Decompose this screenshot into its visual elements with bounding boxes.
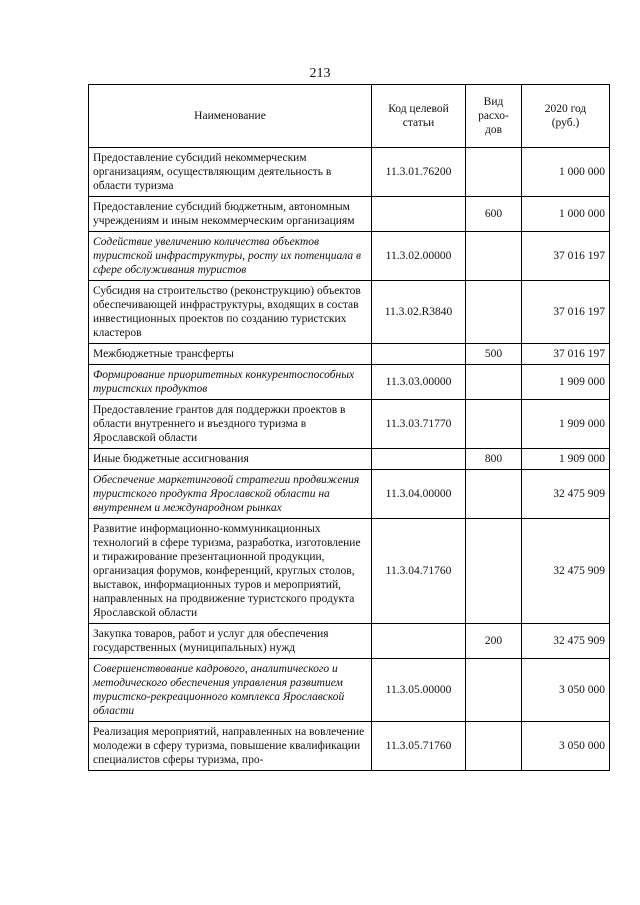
row-code: 11.3.04.71760 <box>372 519 466 624</box>
table-row <box>89 519 610 624</box>
row-code <box>372 197 466 232</box>
row-code: 11.3.02.00000 <box>372 232 466 281</box>
row-code: 11.3.03.71770 <box>372 400 466 449</box>
header-name: Наименование <box>89 85 372 148</box>
row-amount: 32 475 909 <box>522 470 610 519</box>
row-kind <box>466 281 522 344</box>
table-row <box>89 449 610 470</box>
header-amount-line1: 2020 год <box>544 103 587 115</box>
row-code: 11.3.05.71760 <box>372 722 466 771</box>
row-name: Межбюджетные трансферты <box>89 344 372 365</box>
row-kind <box>466 232 522 281</box>
row-kind: 200 <box>466 624 522 659</box>
row-name: Развитие информационно-коммуникационных технологий в сфере туризма, разработка, изготовление и тиражирование презентационной продукции, организация форумов, конференций, круглых столов, выставок, информационных туров и мероприятий, направленных на продвижение туристского продукта Ярославской области <box>89 519 372 624</box>
row-amount: 37 016 197 <box>522 344 610 365</box>
row-amount: 32 475 909 <box>522 624 610 659</box>
row-amount: 3 050 000 <box>522 722 610 771</box>
row-kind: 800 <box>466 449 522 470</box>
table-row <box>89 659 610 722</box>
row-name: Закупка товаров, работ и услуг для обеспечения государственных (муниципальных) нужд <box>89 624 372 659</box>
row-name: Реализация мероприятий, направленных на вовлечение молодежи в сферу туризма, повышение квалификации специалистов сферы туризма, про- <box>89 722 372 771</box>
row-kind <box>466 365 522 400</box>
row-code <box>372 344 466 365</box>
row-code: 11.3.03.00000 <box>372 365 466 400</box>
row-name: Содействие увеличению количества объектов туристской инфраструктуры, росту их потенциала в сфере обслуживания туристов <box>89 232 372 281</box>
table-row <box>89 722 610 771</box>
row-kind <box>466 659 522 722</box>
header-kind-line2: расхо- <box>478 110 509 122</box>
row-name: Предоставление грантов для поддержки проектов в области внутреннего и въездного туризма в Ярославской области <box>89 400 372 449</box>
row-name: Формирование приоритетных конкурентоспособных туристских продуктов <box>89 365 372 400</box>
table-row <box>89 281 610 344</box>
table-row <box>89 470 610 519</box>
row-kind <box>466 148 522 197</box>
page-number: 213 <box>309 66 331 81</box>
row-code: 11.3.05.00000 <box>372 659 466 722</box>
row-code: 11.3.02.R3840 <box>372 281 466 344</box>
table-row <box>89 232 610 281</box>
header-amount-line2: (руб.) <box>551 117 580 129</box>
header-code-line2: статьи <box>402 117 435 129</box>
row-name: Иные бюджетные ассигнования <box>89 449 372 470</box>
row-kind <box>466 470 522 519</box>
row-kind <box>466 519 522 624</box>
row-amount: 1 909 000 <box>522 449 610 470</box>
row-name: Предоставление субсидий некоммерческим организациям, осуществляющим деятельность в области туризма <box>89 148 372 197</box>
row-amount: 37 016 197 <box>522 281 610 344</box>
table-header-row <box>89 85 610 148</box>
row-amount: 32 475 909 <box>522 519 610 624</box>
header-amount <box>522 85 610 148</box>
row-amount: 3 050 000 <box>522 659 610 722</box>
table-row <box>89 624 610 659</box>
header-kind-line3: дов <box>484 124 503 136</box>
row-kind: 500 <box>466 344 522 365</box>
row-kind <box>466 400 522 449</box>
row-amount: 1 000 000 <box>522 197 610 232</box>
header-code <box>372 85 466 148</box>
row-kind: 600 <box>466 197 522 232</box>
table-row <box>89 197 610 232</box>
header-kind-line1: Вид <box>483 96 504 108</box>
row-amount: 1 909 000 <box>522 365 610 400</box>
table-row <box>89 148 610 197</box>
row-amount: 1 000 000 <box>522 148 610 197</box>
table-row <box>89 344 610 365</box>
row-name: Совершенствование кадрового, аналитического и методического обеспечения управления развитием туристско-рекреационного комплекса Ярославской области <box>89 659 372 722</box>
table-row <box>89 400 610 449</box>
row-amount: 37 016 197 <box>522 232 610 281</box>
header-code-line1: Код целевой <box>388 103 449 115</box>
header-kind <box>466 85 522 148</box>
budget-table <box>88 84 610 771</box>
row-name: Субсидия на строительство (реконструкцию) объектов обеспечивающей инфраструктуры, входящих в состав инвестиционных проектов по созданию туристских кластеров <box>89 281 372 344</box>
row-amount: 1 909 000 <box>522 400 610 449</box>
row-code <box>372 449 466 470</box>
row-code: 11.3.01.76200 <box>372 148 466 197</box>
row-code: 11.3.04.00000 <box>372 470 466 519</box>
row-code <box>372 624 466 659</box>
row-name: Обеспечение маркетинговой стратегии продвижения туристского продукта Ярославской области на внутреннем и международном рынках <box>89 470 372 519</box>
row-name: Предоставление субсидий бюджетным, автономным учреждениям и иным некоммерческим организациям <box>89 197 372 232</box>
row-kind <box>466 722 522 771</box>
table-row <box>89 365 610 400</box>
